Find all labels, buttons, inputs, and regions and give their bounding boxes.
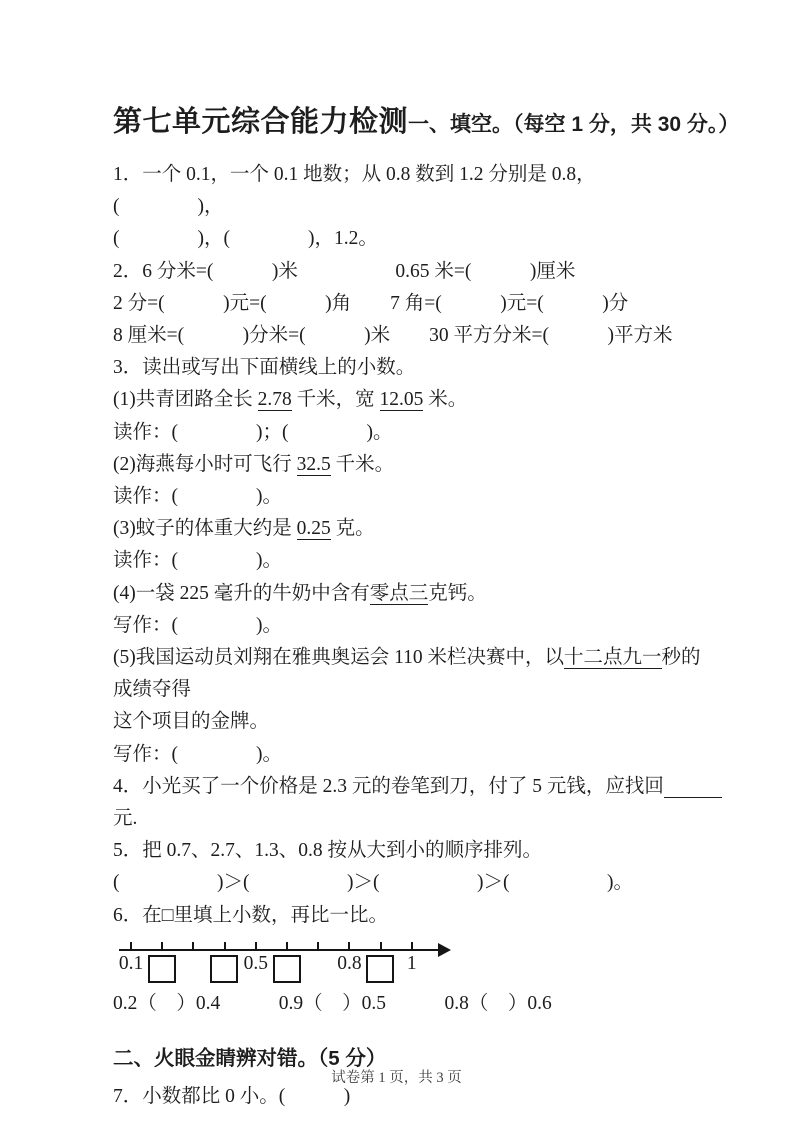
text-run: (4)一袋 225 毫升的牛奶中含有 [113,582,370,604]
text-run: 写作：( )。 [113,743,282,765]
question-line [113,988,705,1020]
text-run: 6．在□里填上小数，再比一比。 [113,904,389,926]
underlined-text: 零点三 [369,582,429,604]
answer-box [210,955,238,983]
axis-tick [161,942,163,950]
question-line [113,223,705,255]
axis-tick [224,942,226,950]
axis-tick [192,942,194,950]
question-blocks [113,159,705,1113]
tick-label: 0.5 [243,952,268,974]
question-line [113,578,705,610]
underlined-text: 十二点九一 [564,647,662,669]
text-run: 读作：( )。 [113,550,282,572]
axis-tick [255,942,257,950]
question-line [113,513,705,545]
text-run: (5)我国运动员刘翔在雅典奥运会 110 米栏决赛中，以 [113,647,565,669]
exam-title: 第七单元综合能力检测 [113,106,409,138]
axis-tick [380,942,382,950]
question-line [113,739,705,771]
tick-label: 1 [406,952,417,974]
question-line [113,835,705,867]
question-line [113,545,705,577]
answer-box [148,955,176,983]
answer-box [366,955,394,983]
text-run: 元. [113,808,138,830]
question-line [113,352,705,384]
question-line [113,384,705,416]
section-1-heading: 一、填空。（每空 1 分，共 30 分。） [408,113,740,136]
text-run: 二、火眼金睛辨对错。（5 分） [113,1047,387,1071]
question-line [113,481,705,513]
text-run: 7．小数都比 0 小。( ) [113,1086,351,1108]
question-line [113,320,705,352]
axis-tick [411,942,413,950]
question-line [113,610,705,642]
underlined-text [664,776,723,798]
text-run: 2．6 分米=( )米 0.65 米=( )厘米 [113,260,576,282]
text-run: 秒的成绩夺得 [113,647,701,701]
arrow-right-icon [438,943,451,957]
question-line [113,288,705,320]
underlined-text: 32.5 [296,453,331,475]
text-run: 8 厘米=( )分米=( )米 30 平方分米=( )平方米 [113,325,673,347]
text-run: 千米，宽 [291,389,380,411]
text-run: 米。 [423,389,468,411]
text-run: (2)海燕每小时可飞行 [113,453,297,475]
text-run: 2 分=( )元=( )角 7 角=( )元=( )分 [113,292,629,314]
underlined-text: 0.25 [296,518,331,540]
question-line [113,900,705,932]
question-line [113,706,705,738]
underlined-text: 2.78 [257,389,292,411]
question-line [113,867,705,899]
axis-tick [348,942,350,950]
tick-label: 0.1 [118,952,144,974]
question-line [113,417,705,449]
underlined-text: 12.05 [379,389,424,411]
axis-tick [130,942,132,950]
axis-tick [286,942,288,950]
tick-label: 0.8 [337,952,362,974]
text-run: 5．把 0.7、2.7、1.3、0.8 按从大到小的顺序排列。 [113,840,543,862]
question-line [113,159,705,223]
text-run: (1)共青团路全长 [113,389,258,411]
text-run: 克钙。 [428,582,487,604]
text-run: 4．小光买了一个价格是 2.3 元的卷笔到刀，付了 5 元钱，应找回 [113,775,664,797]
page-title [113,103,740,142]
text-run: 读作：( )。 [113,486,282,508]
question-line [113,449,705,481]
number-line-diagram [113,934,705,988]
text-run: 克。 [330,518,375,540]
text-run: ( )＞( )＞( )＞( )。 [113,872,633,894]
answer-box [273,955,301,983]
number-line-axis [119,949,440,951]
text-run: 写作：( )。 [113,614,282,636]
text-run: 1．一个 0.1，一个 0.1 地数；从 0.8 数到 1.2 分别是 0.8，( )， [113,164,596,218]
axis-tick [317,942,319,950]
text-run: (3)蚊子的体重大约是 [113,518,297,540]
page-footer: 试卷第 1 页，共 3 页 [331,1070,462,1086]
question-line [113,642,705,706]
text-run: 3．读出或写出下面横线上的小数。 [113,357,416,379]
question-line [113,256,705,288]
text-run: 读作：( )；( )。 [113,421,393,443]
text-run: ( )，( )，1.2。 [113,228,378,250]
text-run: 0.2（ ）0.4 0.9（ ）0.5 0.8（ ）0.6 [113,992,552,1014]
question-line [113,771,705,835]
text-run: 这个项目的金牌。 [113,711,270,733]
text-run: 千米。 [330,453,395,475]
